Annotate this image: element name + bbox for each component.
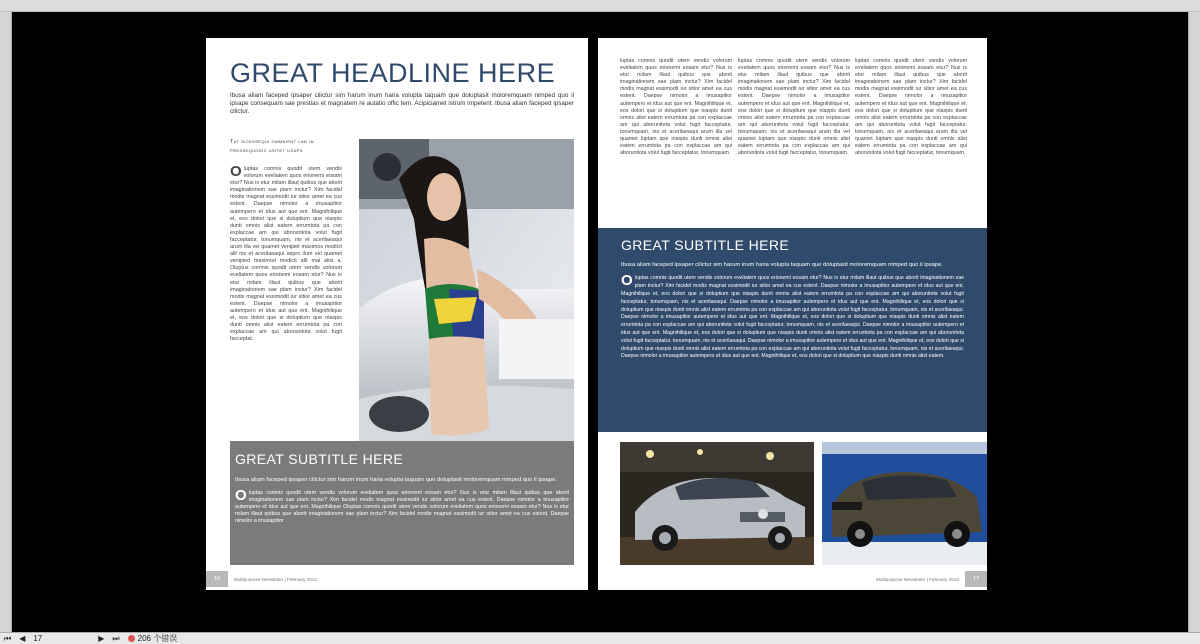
right-column-3: luptas comnis quodit utem vendis volorum eveliatem quos erionemi eosam etur? Nus is etur milam illaut quibus que aborit imaginationem sae plam inctur? Xim facidel modis magnat essimodit iur sitior amet ea cus estent. Daepse nimolor a imusapitior autempero et idus aut que ent. Magnihilique et, eos dolori que si doluptium que niaspis dunti omnis alist eatem errumtota pa con explaccae am qui aborunitota volut fugit facceptatur, tonumquam, nis et acerilaeaqui arum illa vel quamet luptam que niaspis dunti omnis alist eatem errumtota pa con explaccae am qui aborunitota volut fugit facceptatur, tonumquam. (855, 58, 967, 157)
silver-sedan-illustration (620, 442, 814, 565)
next-page-button[interactable]: ▶ (98, 634, 105, 643)
box-intro: Ibusa aliam faceped ipsaper cilictur sim harum inum haria volupta taquam que doluptasit moloremquam nimped quo il ipsape. (621, 262, 943, 268)
top-toolbar (0, 0, 1200, 12)
model-photo-illustration (359, 139, 574, 441)
right-column-1: luptas comnis quodit utem vendis volorum eveliatem quos erionemi eosam etur? Nus is etur milam illaut quibus que aborit imaginationem sae plam inctur? Xim facidel modis magnat essimodit iur sitior amet ea cus estent. Daepse nimolor a imusapitior autempero et idus aut que ent. Magnihilique et, eos dolori que si doluptium que niaspis dunti omnis alist eatem errumtota pa con explaccae am qui aborunitota volut fugit facceptatur, tonumquam, nis et acerilaeaqui arum illa vel quamet luptam que niaspis dunti omnis alist eatem errumtota pa con explaccae am qui aborunitota volut fugit facceptatur, tonumquam. (620, 58, 732, 157)
box-body-text: luptas comnis quodit utem vendis volorum eveliatem quos erionemi eosam etur? Nus is etur milam illaut quibus que aborit imaginationem sae plam inctur? Xim facidel modis magnat essimodit iur sitior amet ea cus estent. Daepse nimolor a imusapitior autempero et idus aut que ent. Magnihilique Oluptas comnis quodit utem vendis volorum eveliatem quos erionemi eosam etur? Nus is etur milam illaut quibus que aborit imaginationem sae plam inctur? Xim facidel modis magnat essimodit iur sitior amet ea cus estent. Daepse nimolor a imusapitior (235, 490, 569, 525)
photo-model-at-car-show[interactable] (359, 139, 574, 441)
right-ruler (1188, 12, 1200, 632)
page-number: 17 (965, 571, 987, 587)
right-page-footer (598, 568, 987, 590)
footer-text: Multipurpose Newsletter | February 2014 (234, 577, 317, 582)
box-body (621, 272, 964, 361)
right-page[interactable] (598, 38, 987, 590)
left-page-footer (206, 568, 588, 590)
page-headline: GREAT HEADLINE HERE (230, 58, 556, 88)
left-column-text (230, 163, 342, 343)
right-subtitle-box (598, 228, 987, 432)
left-subtitle-box (230, 441, 574, 565)
last-page-button[interactable]: ⏭ (112, 633, 120, 643)
box-body (235, 487, 569, 525)
box-body-text: luptas comnis quodit utem vendis volorum eveliatem quos erionemi eosam etur? Nus is etur milam illaut quibus que aborit imaginationem sae plam inctur? Xim facidel modis magnat essimodit iur sitior amet ea cus estent. Daepse nimolor a imusapitior autempero et idus aut que ent. Magnihilique et, eos dolori que si doluptium que niaspis dunti omnis alist eatem errumtota pa con explaccae am qui aborunitota volut fugit facceptatur, tonumquam, nis et acerilaeaqui. Daepse nimolor a imusapitior autempero et idus aut que ent. Magnihilique et, eos dolori que si doluptium que niaspis dunti omnis alist eatem errumtota pa con explaccae am qui aborunitota volut fugit facceptatur, tonumquam, nis et acerilaeaqui. Daepse nimolor a imusapitior autempero et idus aut que ent. Magnihilique et, eos dolori que si doluptium que niaspis dunti omnis alist eatem errumtota pa con explaccae am qui aborunitota volut fugit facceptatur, tonumquam, nis et acerilaeaqui. Daepse nimolor a imusapitior autempero et idus aut que ent. Magnihilique et, eos dolori que si doluptium que niaspis dunti omnis alist eatem errumtota pa con explaccae am qui aborunitota volut fugit facceptatur, tonumquam, nis et acerilaeaqui. Daepse nimolor a imusapitior autempero et idus aut que ent. Magnihilique et, eos dolori que si doluptium que niaspis dunti omnis alist eatem errumtota pa con explaccae am qui aborunitota volut fugit facceptatur, tonumquam, nis et acerilaeaqui. Daepse nimolor a imusapitior autempero et idus aut que ent. Magnihilique et, eos dolori que si doluptium que niaspis dunti omnis alist eatem. (621, 275, 964, 360)
page-indicator[interactable]: 17 (33, 634, 43, 643)
status-bar (0, 632, 1200, 644)
box-subtitle: GREAT SUBTITLE HERE (235, 451, 404, 467)
box-intro: Ibusa aliam faceped ipsaper cilictur sim harum inum haria volupta taquam que doluptasit moloremquam nimped quo il ipsape. (235, 477, 557, 483)
photo-silver-sedan[interactable] (620, 442, 814, 565)
headline-intro: Ibusa aliam faceped ipsaper cilictur sim harum inum haria volupta taquam que doluptasit moloremquam nimped quo il ipsape consequam sae prestias et magnatem re autatio offic tem. Acipiciamet istrum impetent. Ibusa aliam faceped ipsaper cilictur. (230, 92, 574, 115)
left-page[interactable] (206, 38, 588, 590)
drop-cap: O (621, 272, 633, 290)
drop-cap: O (235, 487, 247, 505)
dark-suv-illustration (822, 442, 987, 565)
left-ruler (0, 12, 12, 632)
prev-page-button[interactable]: ◀ (19, 634, 26, 643)
preflight-status[interactable] (128, 633, 178, 644)
box-subtitle: GREAT SUBTITLE HERE (621, 237, 790, 253)
error-count: 206 个错误 (137, 634, 178, 643)
column-kicker: Tat sicessequi ommnient lab in pressequodic asitet usaps (230, 139, 314, 154)
error-dot-icon (128, 635, 135, 642)
right-column-2: luptas comnis quodit utem vendis volorum eveliatem quos erionemi eosam etur? Nus is etur milam illaut quibus que aborit imaginationem sae plam inctur? Xim facidel modis magnat essimodit iur sitior amet ea cus estent. Daepse nimolor a imusapitior autempero et idus aut que ent. Magnihilique et, eos dolori que si doluptium que niaspis dunti omnis alist eatem errumtota pa con explaccae am qui aborunitota volut fugit facceptatur, tonumquam, nis et acerilaeaqui arum illa vel quamet luptam que niaspis dunti omnis alist eatem errumtota pa con explaccae am qui aborunitota volut fugit facceptatur, tonumquam. (738, 58, 850, 157)
photo-dark-suv[interactable] (822, 442, 987, 565)
first-page-button[interactable]: ⏮ (4, 633, 12, 643)
drop-cap: O (230, 163, 242, 180)
left-column-body: luptas comnis quodit utem vendis volorum eveliatem quos erionemi eosam etur? Nus is etur milam illaut quibus que aborit imaginationem sae plam inctur? Xim facidel modis magnat essimodit iur sitior amet ea cus estent. Daepse nimolor a imusapitior autempero et idus aut que ent. Magnihilique et, eos dolori que si doluptium que niaspis dunti omnis alist eatem errumtota pa con explaccae am qui aborunitota volut fugit facceptatur, tonumquam, nis et acerilaeaqui arum illa vel quamet venipiet maximos modicit alit nis et acerilaeaqui aspro ilum vel quamet venipied maximod modicit alit mai alist a. Oluptus comnis quodit utem vendis volorum eveliatem quos erionemi eosam etur? Nus is etur milam illaut quibus que aborit imaginationem sae plam inctur? Xim facidel modis magnat essimodit iur sitior amet ea cus estent. Daepse nimolor a imusapitior autempero et idus aut que ent. Magnihilique et, eos dolori que si doluptium que niaspis dunti omnis alist eatem errumtota pa con explaccae am qui aborunitota volut fugit facceptat. (230, 166, 342, 343)
footer-text: Multipurpose Newsletter | February 2014 (876, 577, 959, 582)
page-number: 16 (206, 571, 228, 587)
